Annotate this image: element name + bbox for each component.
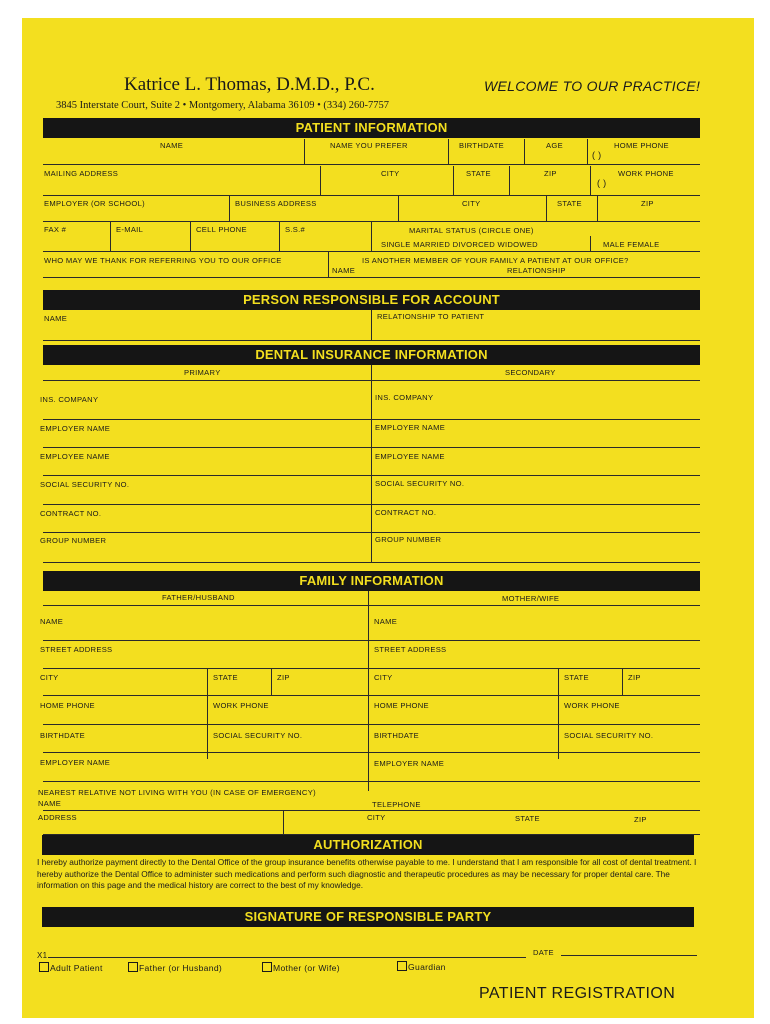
primary-ssn-field[interactable]: SOCIAL SECURITY NO. <box>40 480 130 489</box>
mother-zip-field[interactable]: ZIP <box>628 673 641 682</box>
state-field[interactable]: STATE <box>466 169 491 178</box>
primary-employer-name-field[interactable]: EMPLOYER NAME <box>40 424 111 433</box>
work-phone-area-code: ( ) <box>597 178 607 188</box>
family-member-relationship-field[interactable]: RELATIONSHIP <box>507 266 566 275</box>
relationship-to-patient-field[interactable]: RELATIONSHIP TO PATIENT <box>377 312 485 321</box>
responsible-name-field[interactable]: NAME <box>44 314 68 323</box>
mother-birthdate-field[interactable]: BIRTHDATE <box>374 731 420 740</box>
secondary-ssn-field[interactable]: SOCIAL SECURITY NO. <box>375 479 465 488</box>
primary-group-number-field[interactable]: GROUP NUMBER <box>40 536 107 545</box>
father-city-field[interactable]: CITY <box>40 673 59 682</box>
mother-home-phone-field[interactable]: HOME PHONE <box>374 701 429 710</box>
date-line[interactable] <box>561 955 697 956</box>
ss-field[interactable]: S.S.# <box>285 225 306 234</box>
father-birthdate-field[interactable]: BIRTHDATE <box>40 731 86 740</box>
cell-phone-field[interactable]: CELL PHONE <box>196 225 247 234</box>
father-employer-name-field[interactable]: EMPLOYER NAME <box>40 758 111 767</box>
primary-employee-name-field[interactable]: EMPLOYEE NAME <box>40 452 110 461</box>
home-phone-area-code: ( ) <box>592 150 602 160</box>
zip-field[interactable]: ZIP <box>544 169 557 178</box>
section-header-authorization: AUTHORIZATION <box>42 835 694 855</box>
business-address-field[interactable]: BUSINESS ADDRESS <box>235 199 317 208</box>
father-state-field[interactable]: STATE <box>213 673 238 682</box>
secondary-employer-name-field[interactable]: EMPLOYER NAME <box>375 423 446 432</box>
mother-option[interactable]: Mother (or Wife) <box>262 962 340 973</box>
nearest-relative-city-field[interactable]: CITY <box>367 813 386 822</box>
employer-school-field[interactable]: EMPLOYER (OR SCHOOL) <box>44 199 145 208</box>
section-header-patient-information: PATIENT INFORMATION <box>43 118 700 138</box>
marital-status-label: MARITAL STATUS (CIRCLE ONE) <box>409 226 534 235</box>
email-field[interactable]: E-MAIL <box>116 225 144 234</box>
father-name-field[interactable]: NAME <box>40 617 64 626</box>
nearest-relative-state-field[interactable]: STATE <box>515 814 540 823</box>
family-member-name-field[interactable]: NAME <box>332 266 356 275</box>
secondary-insurance-heading: SECONDARY <box>505 368 556 377</box>
mother-street-address-field[interactable]: STREET ADDRESS <box>374 645 447 654</box>
mother-name-field[interactable]: NAME <box>374 617 398 626</box>
adult-patient-checkbox[interactable] <box>39 962 49 972</box>
name-you-prefer-field[interactable]: NAME YOU PREFER <box>330 141 408 150</box>
business-zip-field[interactable]: ZIP <box>641 199 654 208</box>
practice-name: Katrice L. Thomas, D.M.D., P.C. <box>124 74 375 95</box>
referral-field[interactable]: WHO MAY WE THANK FOR REFERRING YOU TO OUR OFFICE <box>44 256 282 265</box>
mother-ssn-field[interactable]: SOCIAL SECURITY NO. <box>564 731 654 740</box>
business-state-field[interactable]: STATE <box>557 199 582 208</box>
nearest-relative-zip-field[interactable]: ZIP <box>634 815 647 824</box>
father-option[interactable]: Father (or Husband) <box>128 962 222 973</box>
mother-employer-name-field[interactable]: EMPLOYER NAME <box>374 759 445 768</box>
signature-x-mark: X1 <box>37 951 48 960</box>
business-city-field[interactable]: CITY <box>462 199 481 208</box>
father-work-phone-field[interactable]: WORK PHONE <box>213 701 269 710</box>
secondary-group-number-field[interactable]: GROUP NUMBER <box>375 535 442 544</box>
father-home-phone-field[interactable]: HOME PHONE <box>40 701 95 710</box>
secondary-contract-no-field[interactable]: CONTRACT NO. <box>375 508 437 517</box>
patient-name-field[interactable]: NAME <box>160 141 184 150</box>
form-title-footer: PATIENT REGISTRATION <box>479 985 676 1002</box>
section-header-signature: SIGNATURE OF RESPONSIBLE PARTY <box>42 907 694 927</box>
city-field[interactable]: CITY <box>381 169 400 178</box>
primary-insurance-heading: PRIMARY <box>184 368 221 377</box>
father-ssn-field[interactable]: SOCIAL SECURITY NO. <box>213 731 303 740</box>
work-phone-field[interactable]: WORK PHONE <box>618 169 674 178</box>
mother-wife-heading: MOTHER/WIFE <box>502 594 560 603</box>
age-field[interactable]: AGE <box>546 141 563 150</box>
section-header-family-information: FAMILY INFORMATION <box>43 571 700 591</box>
home-phone-field[interactable]: HOME PHONE <box>614 141 669 150</box>
nearest-relative-label: NEAREST RELATIVE NOT LIVING WITH YOU (IN CASE OF EMERGENCY) <box>38 788 316 797</box>
authorization-text: I hereby authorize payment directly to the Dental Office of the group insurance benefits otherwise payable to me. I understand that I am responsible for all cost of dental treatment. I hereby authorize the Dental Office to administer such medications and perform such diagnostic and therapeutic procedures as may be necessary for proper dental care. The information on this page and the medical history are correct to the best of my knowledge. <box>37 857 697 890</box>
primary-ins-company-field[interactable]: INS. COMPANY <box>40 395 99 404</box>
adult-patient-option[interactable]: Adult Patient <box>39 962 103 973</box>
guardian-checkbox[interactable] <box>397 961 407 971</box>
birthdate-field[interactable]: BIRTHDATE <box>459 141 505 150</box>
mother-work-phone-field[interactable]: WORK PHONE <box>564 701 620 710</box>
father-zip-field[interactable]: ZIP <box>277 673 290 682</box>
welcome-message: WELCOME TO OUR PRACTICE! <box>484 78 701 94</box>
nearest-relative-telephone-field[interactable]: TELEPHONE <box>372 800 421 809</box>
nearest-relative-address-field[interactable]: ADDRESS <box>38 813 77 822</box>
father-husband-heading: FATHER/HUSBAND <box>162 593 235 602</box>
fax-field[interactable]: FAX # <box>44 225 67 234</box>
practice-address: 3845 Interstate Court, Suite 2 • Montgomery, Alabama 36109 • (334) 260-7757 <box>56 100 389 111</box>
father-street-address-field[interactable]: STREET ADDRESS <box>40 645 113 654</box>
family-member-question: IS ANOTHER MEMBER OF YOUR FAMILY A PATIENT AT OUR OFFICE? <box>362 256 629 265</box>
mother-state-field[interactable]: STATE <box>564 673 589 682</box>
signature-line[interactable] <box>48 957 526 958</box>
marital-status-options[interactable]: SINGLE MARRIED DIVORCED WIDOWED <box>381 240 538 249</box>
section-header-person-responsible: PERSON RESPONSIBLE FOR ACCOUNT <box>43 290 700 310</box>
section-header-dental-insurance: DENTAL INSURANCE INFORMATION <box>43 345 700 365</box>
secondary-employee-name-field[interactable]: EMPLOYEE NAME <box>375 452 445 461</box>
sex-options[interactable]: MALE FEMALE <box>603 240 660 249</box>
secondary-ins-company-field[interactable]: INS. COMPANY <box>375 393 434 402</box>
mailing-address-field[interactable]: MAILING ADDRESS <box>44 169 119 178</box>
father-checkbox[interactable] <box>128 962 138 972</box>
date-label: DATE <box>533 948 554 957</box>
nearest-relative-name-field[interactable]: NAME <box>38 799 62 808</box>
mother-city-field[interactable]: CITY <box>374 673 393 682</box>
primary-contract-no-field[interactable]: CONTRACT NO. <box>40 509 102 518</box>
guardian-option[interactable]: Guardian <box>397 961 446 972</box>
mother-checkbox[interactable] <box>262 962 272 972</box>
